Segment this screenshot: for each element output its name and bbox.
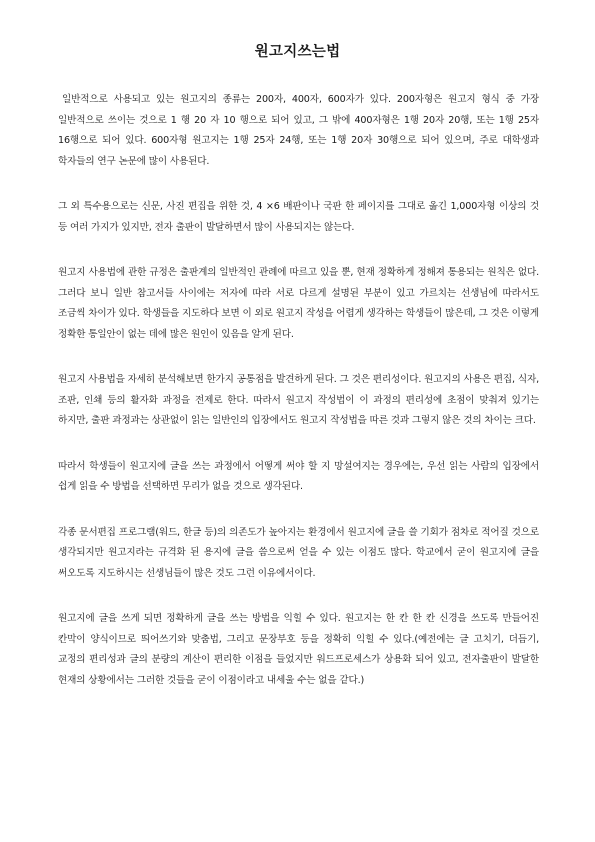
paragraph-6: 각종 문서편집 프로그램(워드, 한글 등)의 의존도가 높아지는 환경에서 원고지에 글을 쓸 기회가 점차로 적어질 것으로 생각되지만 원고지라는 규격화 된 용지에 글을 씀으로써 얻을 수 있는 이점도 많다. 학교에서 굳이 원고지에 글을 써오도록 지도하시는 선생님들이 많은 것도 그런 이유에서이다. [58,526,539,579]
paragraph-4: 원고지 사용법을 자세히 분석해보면 한가지 공통점을 발견하게 된다. 그 것은 편리성이다. 원고지의 사용은 편집, 식자, 조판, 인쇄 등의 활자화 과정을 전제로 한다. 따라서 원고지 작성법이 이 과정의 편리성에 초점이 맞춰져 있기는 하지만, 출판 과정과는 상관없이 읽는 일반인의 입장에서도 원고지 작성법을 따른 것과 그렇지 않은 것의 차이는 크다. [58,374,539,426]
page-title: 원고지쓰는법 [254,44,341,60]
paragraph-5: 따라서 학생들이 원고지에 글을 쓰는 과정에서 어떻게 써야 할 지 망설여지는 경우에는, 우선 읽는 사람의 입장에서 쉽게 읽을 수 방법을 선택하면 무리가 없을 것으로 생각된다. [58,460,539,492]
paragraph-3: 원고지 사용법에 관한 규정은 출판계의 일반적인 관례에 따르고 있을 뿐, 현재 정확하게 정해져 통용되는 원칙은 없다. 그러다 보니 일반 참고서들 사이에는 저자에 따라 서로 다르게 설명된 부분이 있고 가르치는 선생님에 따라서도 조금씩 차이가 있다. 학생들을 지도하다 보면 이 외로 원고지 작성을 어렵게 생각하는 학생들이 많은데, 그 것은 이렇게 정확한 통일안이 없는 데에 많은 원인이 있음을 알게 된다. [58,267,539,340]
paragraph-7: 원고지에 글을 쓰게 되면 정확하게 글을 쓰는 방법을 익힐 수 있다. 원고지는 한 칸 한 칸 신경을 쓰도록 만들어진 칸막이 양식이므로 띄어쓰기와 맞춤법, 그리고 문장부호 등을 정확히 익힐 수 있다.(예전에는 글 고치기, 더듬기, 교정의 편리성과 글의 분량의 계산이 편리한 이점을 들었지만 워드프로세스가 상용화 되어 있고, 전자출판이 발달한 현재의 상황에서는 그러한 것들을 굳이 이점이라고 내세울 수는 없을 같다.) [58,613,539,686]
paragraph-2: 그 외 특수용으로는 신문, 사진 편집을 위한 것, 4 ×6 배판이나 국판 한 페이지를 그대로 옮긴 1,000자형 이상의 것 등 여러 가지가 있지만, 전자 출판이 발달하면서 많이 사용되지는 않는다. [58,201,539,233]
paragraph-1: 일반적으로 사용되고 있는 원고지의 종류는 200자, 400자, 600자가 있다. 200자형은 원고지 형식 중 가장 일반적으로 쓰이는 것으로 1 행 20 자 10 행으로 되어 있고, 그 밖에 400자형은 1행 20자 20행, 또는 1행 25자 16행으로 되어 있다. 600자형 원고지는 1행 25자 24행, 또는 1행 20자 30행으로 되어 있으며, 주로 대학생과 학자들의 연구 논문에 많이 사용된다. [58,94,539,167]
document-body [58,90,539,716]
